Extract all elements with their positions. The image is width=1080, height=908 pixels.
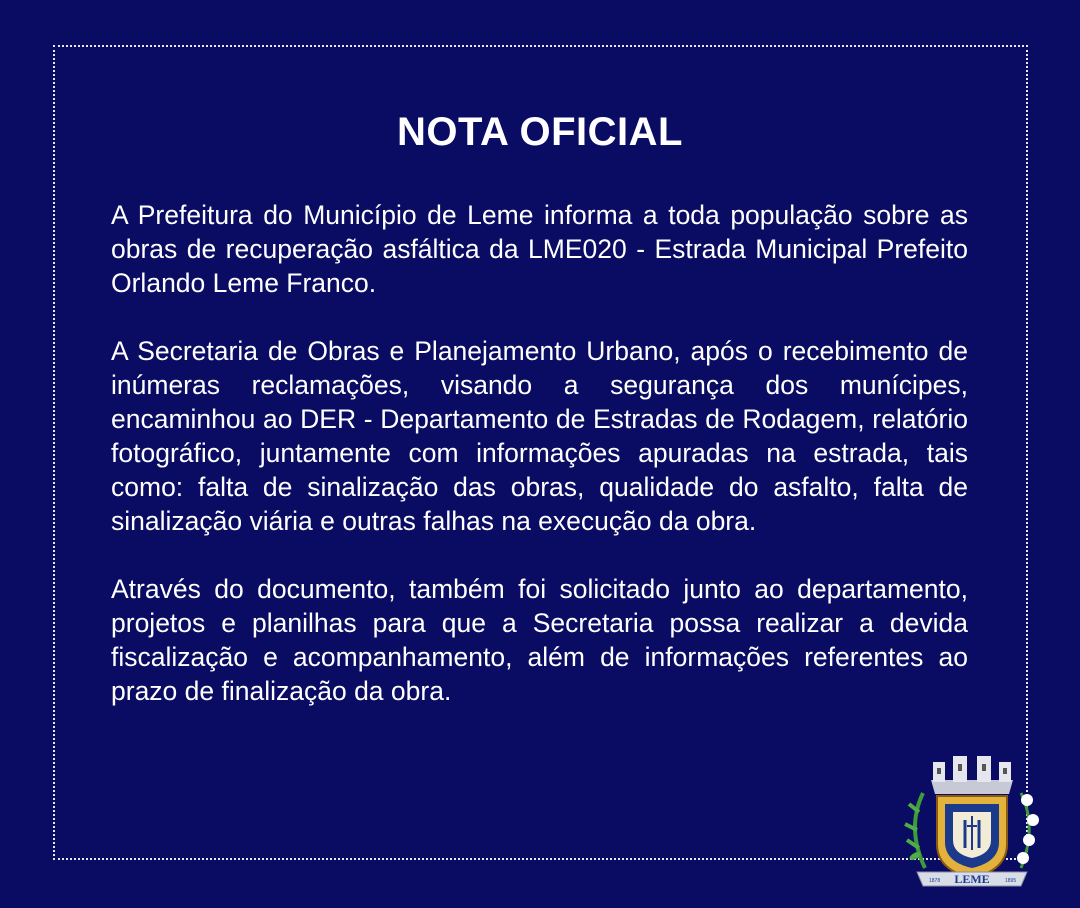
paragraph-2: A Secretaria de Obras e Planejamento Urbano, após o recebimento de inúmeras reclamações, visando a segurança dos munícipes, encaminhou ao DER - Departamento de Estradas de Rodagem, relatório fotográfico, juntamente com informações apuradas na estrada, tais como: falta de sinalização das obras, qualidade do asfalto, falta de sinalização viária e outras falhas na execução da obra. — [111, 336, 968, 536]
emblem-year-right: 1895 — [1005, 878, 1017, 884]
emblem-year-left: 1878 — [929, 878, 941, 884]
page-title: NOTA OFICIAL — [397, 110, 683, 154]
notice-body — [111, 198, 968, 742]
paragraph-3: Através do documento, também foi solicitado junto ao departamento, projetos e planilhas para que a Secretaria possa realizar a devida fiscalização e acompanhamento, além de informações referentes ao prazo de finalização da obra. — [111, 574, 968, 706]
paragraph-1: A Prefeitura do Município de Leme informa a toda população sobre as obras de recuperação asfáltica da LME020 - Estrada Municipal Prefeito Orlando Leme Franco. — [111, 200, 968, 298]
emblem-banner-text: LEME — [954, 872, 990, 886]
leme-coat-of-arms-icon — [903, 748, 1041, 890]
